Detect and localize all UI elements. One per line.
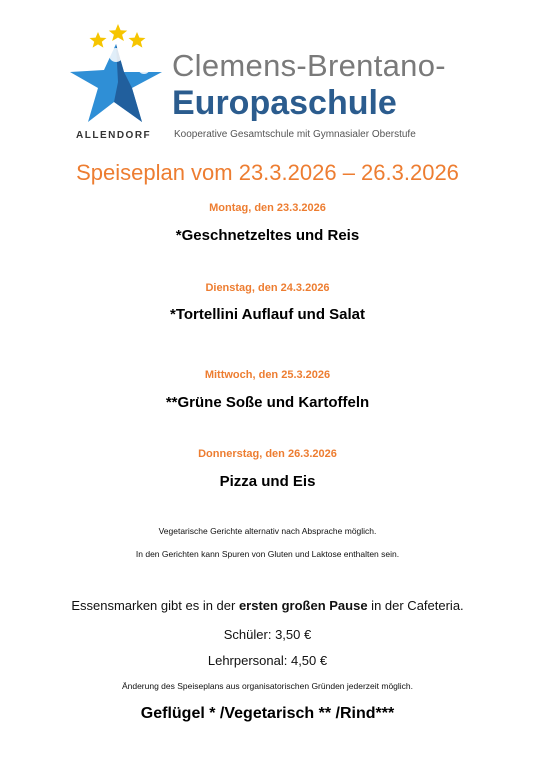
note-essensmarken-post: in der Cafeteria.: [367, 598, 464, 613]
day-label-monday: Montag, den 23.3.2026: [209, 202, 326, 214]
dish-thursday: Pizza und Eis: [219, 473, 316, 490]
day-label-thursday: Donnerstag, den 26.3.2026: [198, 448, 337, 460]
star-icon: [90, 32, 107, 48]
note-vegetarian: Vegetarische Gerichte alternativ nach Absprache möglich.: [158, 526, 377, 536]
legend-footer: Geflügel * /Vegetarisch ** /Rind***: [140, 705, 395, 722]
school-name-line2: Europaschule: [172, 84, 397, 122]
note-change: Änderung des Speiseplans aus organisatorischen Gründen jederzeit möglich.: [121, 681, 414, 691]
price-staff: Lehrpersonal: 4,50 €: [207, 653, 328, 668]
day-label-wednesday: Mittwoch, den 25.3.2026: [204, 369, 331, 381]
note-essensmarken-bold: ersten großen Pause: [238, 598, 368, 613]
price-students: Schüler: 3,50 €: [223, 627, 312, 642]
dish-wednesday: **Grüne Soße und Kartoffeln: [165, 394, 370, 411]
note-essensmarken: [0, 598, 535, 613]
figure-star-icon: [70, 44, 162, 122]
school-subtitle: Kooperative Gesamtschule mit Gymnasialer Oberstufe: [174, 129, 416, 140]
town-label: ALLENDORF: [76, 130, 152, 141]
star-icon: [129, 32, 146, 48]
school-logo: [66, 22, 166, 132]
star-icon: [109, 24, 127, 41]
note-allergens: In den Gerichten kann Spuren von Gluten und Laktose enthalten sein.: [135, 549, 400, 559]
dish-tuesday: *Tortellini Auflauf und Salat: [170, 306, 365, 323]
day-label-tuesday: Dienstag, den 24.3.2026: [205, 282, 330, 294]
dish-monday: *Geschnetzeltes und Reis: [175, 227, 360, 244]
note-essensmarken-pre: Essensmarken gibt es in der: [71, 598, 239, 613]
page-title: Speiseplan vom 23.3.2026 – 26.3.2026: [76, 160, 459, 185]
school-name-line1: Clemens-Brentano-: [172, 48, 446, 83]
